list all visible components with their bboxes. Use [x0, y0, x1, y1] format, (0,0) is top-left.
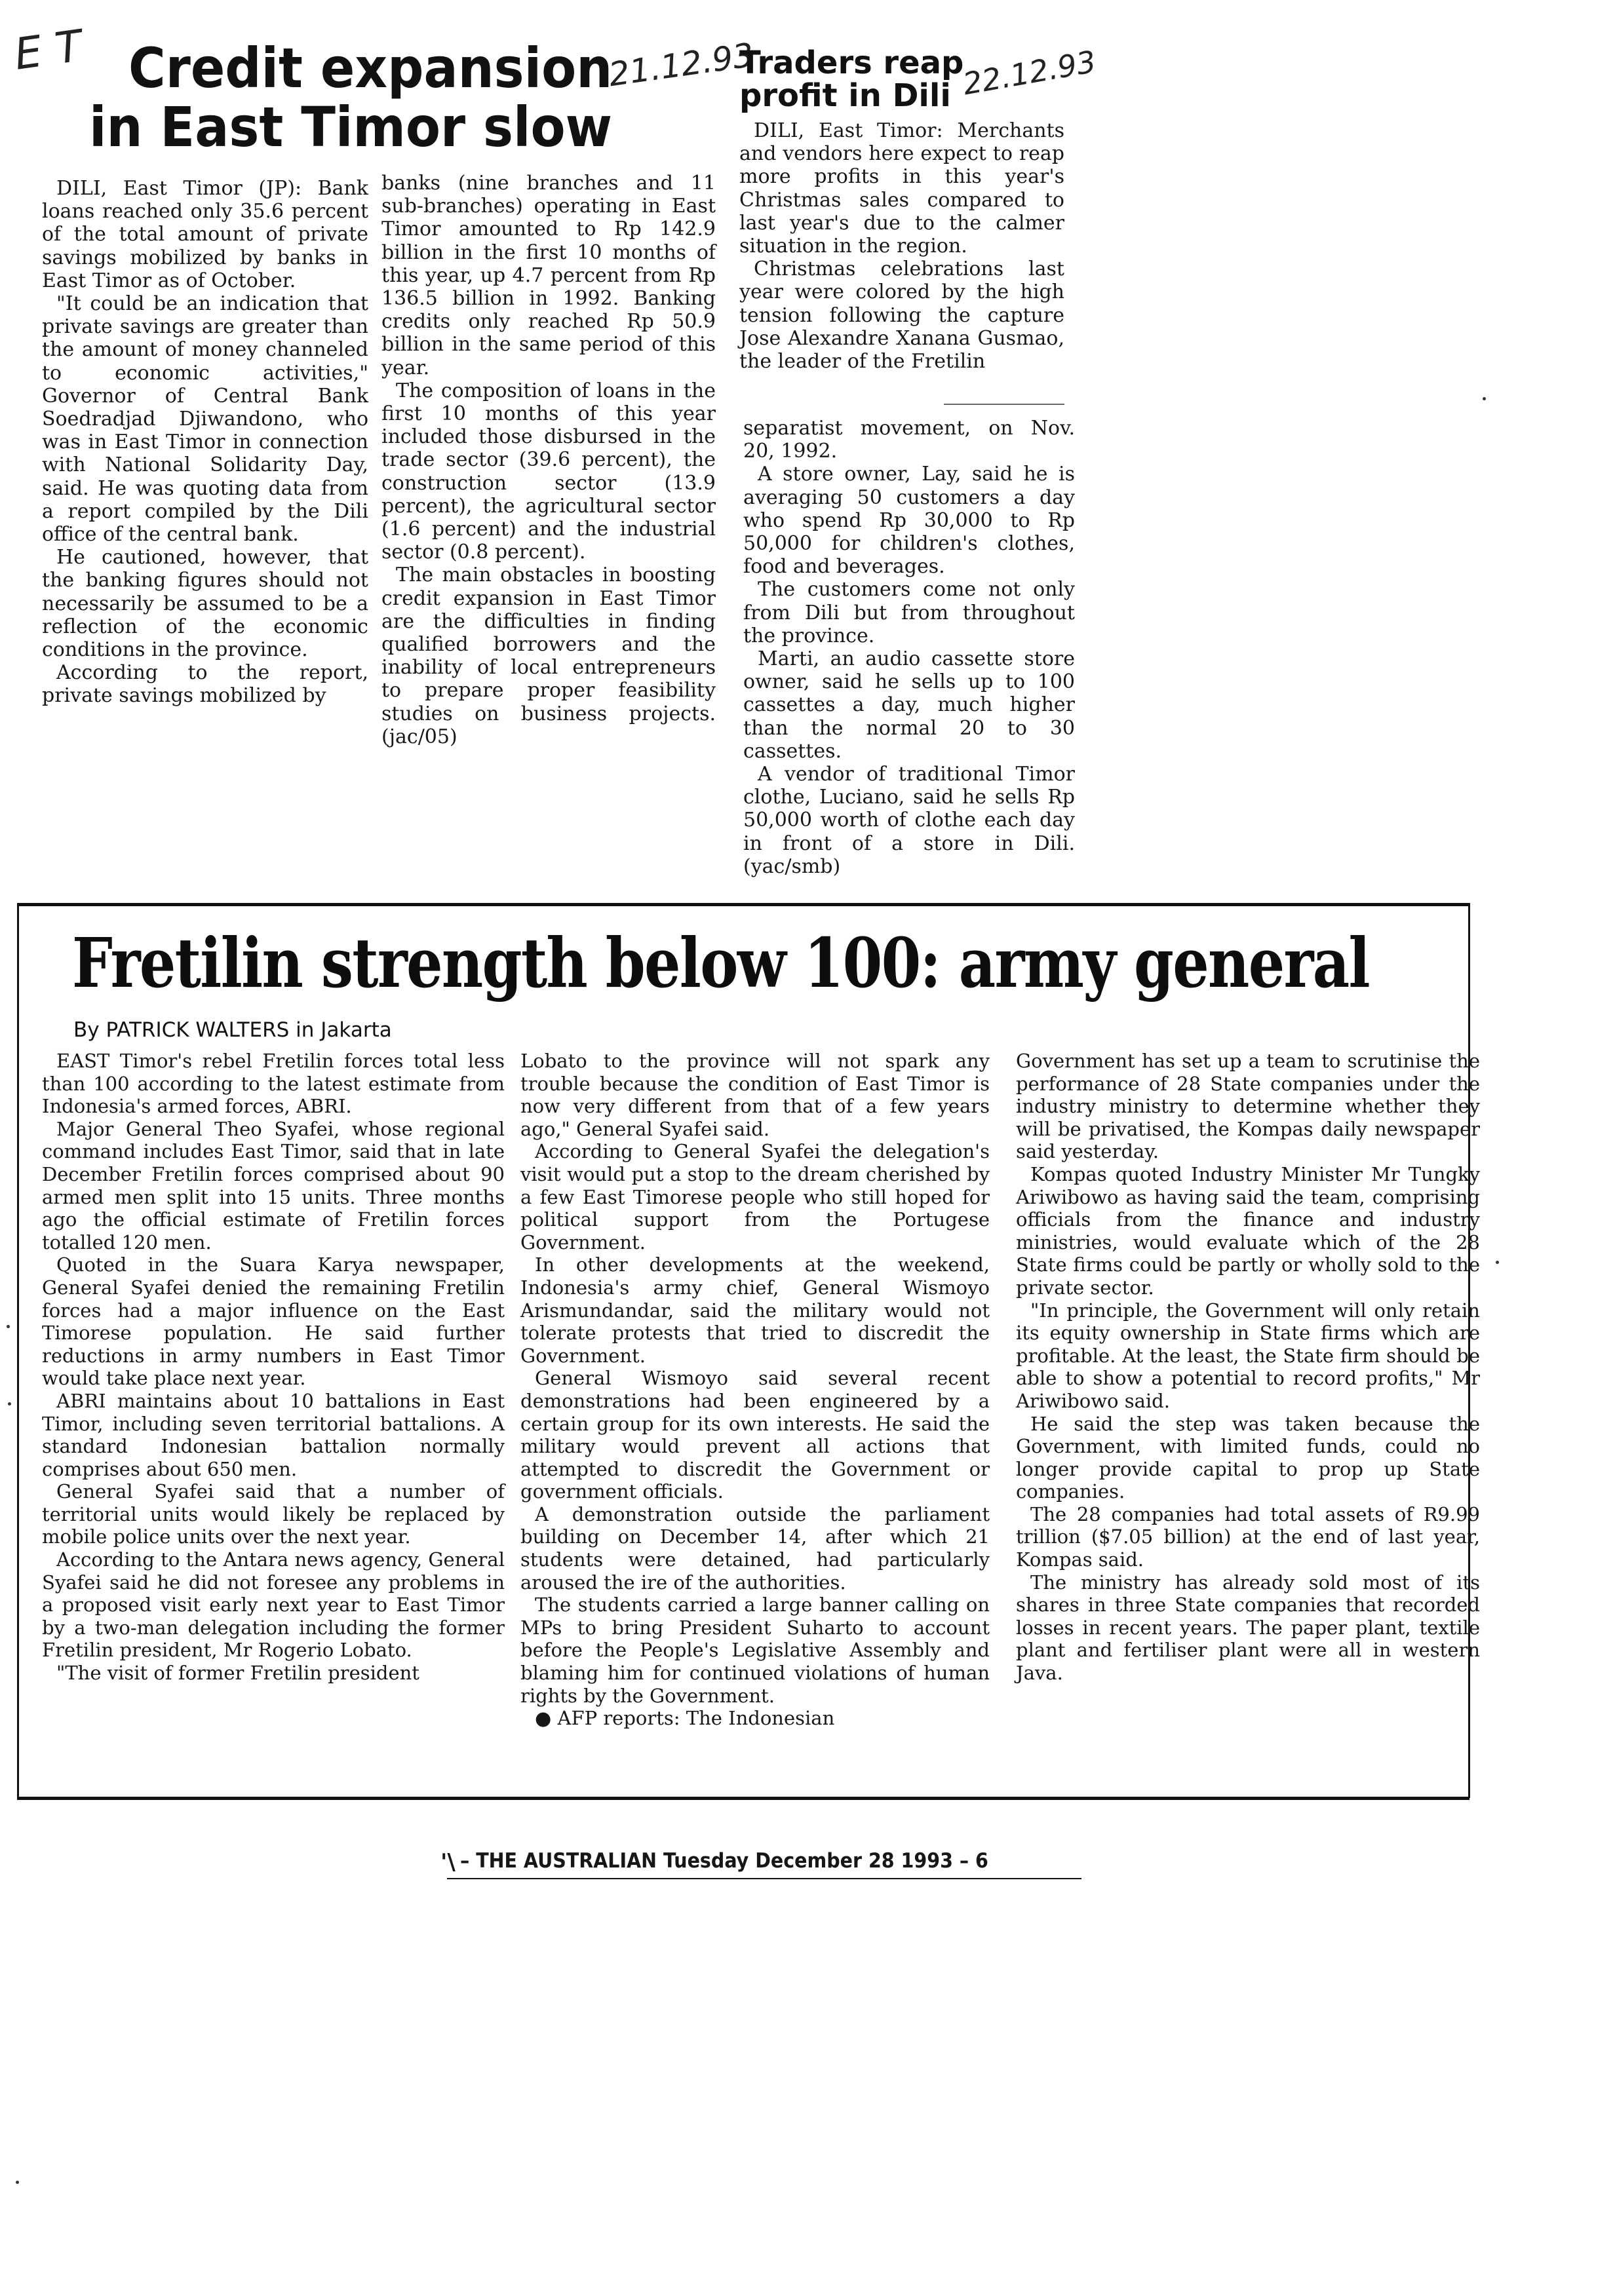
- article2-headline-line1: Traders reap: [739, 45, 964, 81]
- paragraph: The students carried a large banner calling on MPs to bring President Suharto to account before the People's Legislative Assembly and blaming him for continued violations of human rights by the Government.: [520, 1594, 990, 1707]
- source-line: – THE AUSTRALIAN Tuesday December 28 1993 – 6: [460, 1849, 988, 1873]
- paragraph: "In principle, the Government will only retain its equity ownership in State firms which are profitable. At the least, the State firm should be able to show a potential to record profits," Mr Ariwibowo said.: [1016, 1299, 1480, 1412]
- paragraph: The main obstacles in boosting credit expansion in East Timor are the difficulties in finding qualified borrowers and the inability of local entrepreneurs to prepare proper feasibility studies on business projects. (jac/05): [381, 564, 716, 748]
- article3-byline: By PATRICK WALTERS in Jakarta: [73, 1018, 392, 1042]
- paragraph: He said the step was taken because the Government, with limited funds, could no longer provide capital to prop up State companies.: [1016, 1412, 1480, 1503]
- paragraph: General Syafei said that a number of territorial units would likely be replaced by mobile police units over the next year.: [42, 1480, 505, 1548]
- paragraph: According to the Antara news agency, General Syafei said he did not foresee any problems in a proposed visit early next year to East Timor by a two-man delegation including the former Fretilin president, Mr Rogerio Lobato.: [42, 1548, 505, 1662]
- paragraph: Government has set up a team to scrutinise the performance of 28 State companies under the industry ministry to determine whether they will be privatised, the Kompas daily newspaper said yesterday.: [1016, 1050, 1480, 1163]
- scan-speck: [1483, 397, 1486, 400]
- paragraph: Lobato to the province will not spark any trouble because the condition of East Timor is now very different from that of a few years ago," General Syafei said.: [520, 1050, 990, 1140]
- article3-column-3: [1016, 1050, 1480, 1685]
- article1-column-1: [42, 177, 368, 708]
- scan-speck: [8, 1402, 11, 1406]
- scan-speck: [16, 2181, 19, 2184]
- article2-column-upper: [739, 119, 1064, 373]
- paragraph: Christmas celebrations last year were colored by the high tension following the capture Jose Alexandre Xanana Gusmao, the leader of the Fretilin: [739, 258, 1064, 373]
- paragraph: The composition of loans in the first 10 months of this year included those disbursed in the trade sector (39.6 percent), the construction sector (13.9 percent), the agricultural sector (1.6 percent) and the industrial sector (0.8 percent).: [381, 379, 716, 564]
- paragraph: Quoted in the Suara Karya newspaper, General Syafei denied the remaining Fretilin forces had a major influence on the East Timorese population. He said further reductions in army numbers in East Timor would take place next year.: [42, 1253, 505, 1390]
- paragraph: According to General Syafei the delegation's visit would put a stop to the dream cherished by a few East Timorese people who still hoped for political support from the Portugese Government.: [520, 1140, 990, 1253]
- article3-top-rule: [17, 903, 1469, 906]
- paragraph: A store owner, Lay, said he is averaging 50 customers a day who spend Rp 30,000 to Rp 50,000 for children's clothes, food and beverages.: [743, 463, 1075, 579]
- paragraph: ABRI maintains about 10 battalions in East Timor, including seven territorial battalions. A standard Indonesian battalion normally comprises about 650 men.: [42, 1389, 505, 1480]
- paragraph: separatist movement, on Nov. 20, 1992.: [743, 417, 1075, 463]
- article3-headline: Fretilin strength below 100: army general: [72, 923, 1369, 1003]
- footer-mark: '\: [440, 1849, 456, 1875]
- paragraph: Major General Theo Syafei, whose regional command includes East Timor, said that in late December Fretilin forces comprised about 90 armed men split into 15 units. Three months ago the official estimate of Fretilin forces totalled 120 men.: [42, 1117, 505, 1253]
- paragraph: A vendor of traditional Timor clothe, Luciano, said he sells Rp 50,000 worth of clothe each day in front of a store in Dili. (yac/smb): [743, 763, 1075, 878]
- paragraph: DILI, East Timor: Merchants and vendors here expect to reap more profits in this year's Christmas sales compared to last year's due to the calmer situation in the region.: [739, 119, 1064, 258]
- article1-column-2: [381, 172, 716, 748]
- paragraph: A demonstration outside the parliament building on December 14, after which 21 students were detained, had particularly aroused the ire of the authorities.: [520, 1502, 990, 1594]
- paragraph: "The visit of former Fretilin president: [56, 1662, 419, 1685]
- paragraph: He cautioned, however, that the banking figures should not necessarily be assumed to be a reflection of the economic conditions in the province.: [42, 546, 368, 662]
- paragraph: General Wismoyo said several recent demonstrations had been engineered by a certain group for its own interests. He said the military would prevent all actions that attempted to discredit the Government or government officials.: [520, 1367, 990, 1503]
- paragraph: Marti, an audio cassette store owner, said he sells up to 100 cassettes a day, much higher than the normal 20 to 30 cassettes.: [743, 647, 1075, 763]
- paragraph: In other developments at the weekend, Indonesia's army chief, General Wismoyo Arismundandar, said the military would not tolerate protests that tried to discredit the Government.: [520, 1253, 990, 1367]
- article3-column-1: [42, 1050, 505, 1685]
- article2-headline-line2: profit in Dili: [739, 77, 951, 114]
- paragraph: The customers come not only from Dili but from throughout the province.: [743, 578, 1075, 647]
- article3-column-2: [520, 1050, 990, 1730]
- paragraph: The 28 companies had total assets of R9.99 trillion ($7.05 billion) at the end of last year, Kompas said.: [1016, 1502, 1480, 1571]
- paragraph: EAST Timor's rebel Fretilin forces total less than 100 according to the latest estimate from Indonesia's armed forces, ABRI.: [42, 1050, 505, 1118]
- article2-column-lower: [743, 417, 1075, 878]
- paragraph: ● AFP reports: The Indonesian: [535, 1707, 835, 1730]
- scan-speck: [7, 1325, 10, 1328]
- source-underline: [447, 1878, 1081, 1879]
- handwritten-date-right: 22.12.93: [960, 43, 1099, 102]
- handwritten-corner-mark: E T: [11, 20, 85, 80]
- paragraph: banks (nine branches and 11 sub-branches) operating in East Timor amounted to Rp 142.9 billion in the first 10 months of this year, up 4.7 percent from Rp 136.5 billion in 1992. Banking credits only reached Rp 50.9 billion in the same period of this year.: [381, 172, 716, 379]
- paragraph: DILI, East Timor (JP): Bank loans reached only 35.6 percent of the total amount of private savings mobilized by banks in East Timor as of October.: [42, 177, 368, 292]
- paragraph: "It could be an indication that private savings are greater than the amount of money channeled to economic activities," Governor of Central Bank Soedradjad Djiwandono, who was in East Timor in connection with National Solidarity Day, said. He was quoting data from a report compiled by the Dili office of the central bank.: [42, 292, 368, 546]
- paragraph: The ministry has already sold most of its shares in three State companies that recorded losses in recent years. The paper plant, textile plant and fertiliser plant were all in western Java.: [1016, 1571, 1480, 1685]
- handwritten-date-left: 21.12.93: [606, 35, 756, 94]
- scan-speck: [1496, 1261, 1499, 1264]
- article2-column-break-rule: [944, 404, 1064, 405]
- article1-headline-line2: in East Timor slow: [89, 95, 613, 159]
- paragraph: According to the report, private savings mobilized by: [42, 661, 368, 708]
- article3-bottom-rule: [17, 1797, 1469, 1800]
- article3-left-rule: [17, 903, 19, 1798]
- article1-headline-line1: Credit expansion: [128, 36, 613, 100]
- paragraph: Kompas quoted Industry Minister Mr Tungky Ariwibowo as having said the team, comprising officials from the finance and industry ministries, would evaluate which of the 28 State firms could be partly or wholly sold to the private sector.: [1016, 1162, 1480, 1299]
